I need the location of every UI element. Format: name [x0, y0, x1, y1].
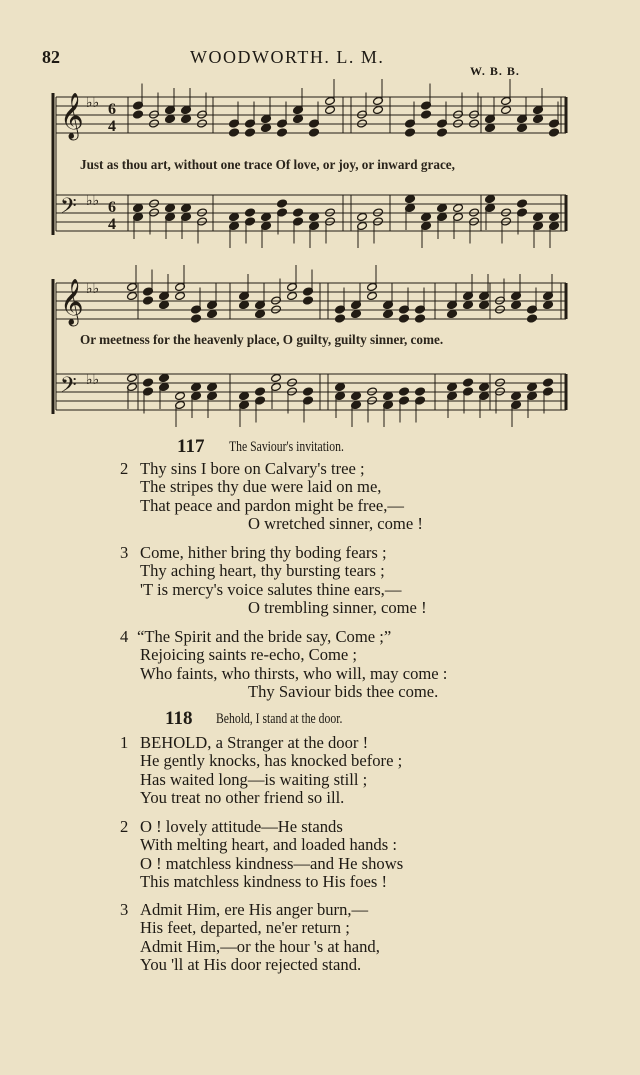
note-head	[293, 114, 304, 123]
note-head	[255, 309, 266, 318]
note-head	[207, 382, 218, 391]
verse-line: Admit Him, ere His anger burn,—	[140, 900, 369, 919]
hymn-number-117: 117	[177, 436, 205, 457]
verse-line: BEHOLD, a Stranger at the door !	[140, 733, 369, 752]
verse-line: O wretched sinner, come !	[248, 513, 423, 533]
note-head	[207, 309, 218, 318]
note-head	[191, 314, 202, 323]
note-head	[159, 373, 170, 382]
note-head	[127, 373, 138, 382]
note-head	[543, 300, 554, 309]
time-signature: 4	[108, 216, 116, 233]
note-head	[229, 128, 240, 137]
note-head	[175, 291, 186, 300]
verse-line: O ! lovely attitude—He stands	[140, 817, 343, 836]
note-head	[245, 208, 256, 217]
note-head	[511, 300, 522, 309]
note-head	[143, 378, 154, 387]
note-head	[175, 391, 186, 400]
note-head	[143, 296, 154, 305]
note-head	[367, 291, 378, 300]
verse-line: You 'll at His door rejected stand.	[140, 954, 362, 974]
flat-icon: ♭♭	[86, 372, 100, 388]
verse-number: 3	[120, 543, 129, 562]
note-head	[239, 391, 250, 400]
flat-icon: ♭♭	[86, 193, 100, 209]
note-head	[293, 208, 304, 217]
note-head	[421, 212, 432, 221]
bass-clef-icon: 𝄢	[60, 373, 77, 403]
note-head	[479, 300, 490, 309]
note-head	[479, 382, 490, 391]
hymn-title-117: The Saviour's invitation.	[229, 439, 344, 455]
hymn-117-stanza-4	[120, 628, 447, 701]
note-head	[133, 203, 144, 212]
note-head	[517, 199, 528, 208]
note-head	[277, 199, 288, 208]
hymn-118-stanza-3	[120, 901, 380, 974]
verse-line: You treat no other friend so ill.	[140, 787, 345, 807]
flat-icon: ♭♭	[86, 281, 100, 297]
verse-line: “The Spirit and the bride say, Come ;”	[137, 627, 392, 646]
note-head	[191, 382, 202, 391]
note-head	[303, 387, 314, 396]
note-head	[527, 382, 538, 391]
note-head	[447, 382, 458, 391]
bass-clef-icon: 𝄢	[60, 194, 77, 224]
note-head	[549, 212, 560, 221]
note-head	[351, 391, 362, 400]
verse-number: 2	[120, 817, 129, 836]
note-head	[533, 212, 544, 221]
note-head	[287, 291, 298, 300]
note-head	[127, 291, 138, 300]
verse-line: Come, hither bring thy boding fears ;	[140, 543, 387, 562]
note-head	[335, 382, 346, 391]
note-head	[415, 314, 426, 323]
note-head	[255, 387, 266, 396]
time-signature: 6	[108, 101, 116, 118]
note-head	[159, 300, 170, 309]
verse-line: Thy sins I bore on Calvary's tree ;	[140, 459, 365, 478]
note-head	[399, 314, 410, 323]
note-head	[511, 391, 522, 400]
note-head	[357, 212, 368, 221]
verse-line: O trembling sinner, come !	[248, 597, 427, 617]
note-head	[415, 387, 426, 396]
note-head	[261, 123, 272, 132]
note-head	[485, 194, 496, 203]
note-head	[165, 114, 176, 123]
hymn-title-118: Behold, I stand at the door.	[216, 711, 343, 727]
lyric-line-2: Or meetness for the heavenly place, O guilty, guilty sinner, come.	[80, 332, 444, 347]
note-head	[271, 373, 282, 382]
note-head	[325, 105, 336, 114]
verse-line: Who faints, who thirsts, who will, may come :	[140, 663, 448, 683]
verse-number: 4	[120, 627, 129, 646]
note-head	[309, 128, 320, 137]
flat-icon: ♭♭	[86, 95, 100, 111]
verse-line: This matchless kindness to His foes !	[140, 871, 388, 891]
note-head	[447, 309, 458, 318]
note-head	[527, 314, 538, 323]
verse-line: 'T is mercy's voice salutes thine ears,—	[140, 579, 402, 599]
note-head	[303, 296, 314, 305]
hymn-number-118: 118	[165, 708, 193, 729]
note-head	[383, 391, 394, 400]
note-head	[335, 314, 346, 323]
verse-line: Admit Him,—or the hour 's at hand,	[140, 936, 380, 956]
hymn-117-stanza-3	[120, 544, 427, 617]
treble-clef-icon: 𝄞	[60, 279, 84, 325]
composer-initials: W. B. B.	[470, 64, 520, 78]
note-head	[501, 105, 512, 114]
note-head	[181, 203, 192, 212]
verse-number: 2	[120, 459, 129, 478]
note-head	[245, 128, 256, 137]
note-head	[165, 203, 176, 212]
verse-number: 3	[120, 900, 129, 919]
note-head	[437, 128, 448, 137]
note-head	[463, 378, 474, 387]
verse-line: Thy aching heart, thy bursting tears ;	[140, 561, 385, 581]
note-head	[351, 309, 362, 318]
note-head	[533, 114, 544, 123]
note-head	[549, 128, 560, 137]
note-head	[239, 300, 250, 309]
verse-line: He gently knocks, has knocked before ;	[140, 751, 403, 771]
verse-line: His feet, departed, ne'er return ;	[140, 918, 350, 938]
lyric-line-1: Just as thou art, without one trace Of love, or joy, or inward grace,	[80, 157, 455, 172]
note-head	[133, 110, 144, 119]
note-head	[517, 123, 528, 132]
verse-line: The stripes thy due were laid on me,	[140, 477, 382, 497]
verse-line: Thy Saviour bids thee come.	[248, 681, 439, 701]
note-head	[399, 387, 410, 396]
hymn-117-stanza-2	[120, 460, 423, 533]
verse-line: Has waited long—is waiting still ;	[140, 769, 368, 789]
verse-line: That peace and pardon might be free,—	[140, 495, 405, 515]
verse-line: Rejoicing saints re-echo, Come ;	[140, 645, 358, 665]
note-head	[373, 105, 384, 114]
note-head	[181, 114, 192, 123]
note-head	[229, 212, 240, 221]
note-head	[437, 203, 448, 212]
note-head	[421, 110, 432, 119]
note-head	[277, 128, 288, 137]
music-score	[0, 0, 640, 430]
note-head	[543, 378, 554, 387]
note-head	[453, 203, 464, 212]
note-head	[485, 123, 496, 132]
verse-line: O ! matchless kindness—and He shows	[140, 853, 404, 873]
note-head	[261, 212, 272, 221]
verse-number: 1	[120, 733, 129, 752]
time-signature: 4	[108, 118, 116, 135]
note-head	[383, 309, 394, 318]
note-head	[405, 194, 416, 203]
hymn-118-stanza-1	[120, 734, 402, 807]
tune-title: WOODWORTH. L. M.	[190, 47, 385, 67]
hymn-118-stanza-2	[120, 818, 403, 891]
treble-clef-icon: 𝄞	[60, 93, 84, 139]
page-number: 82	[42, 47, 60, 67]
note-head	[309, 212, 320, 221]
verse-line: With melting heart, and loaded hands :	[140, 835, 397, 855]
note-head	[405, 128, 416, 137]
note-head	[463, 300, 474, 309]
time-signature: 6	[108, 199, 116, 216]
